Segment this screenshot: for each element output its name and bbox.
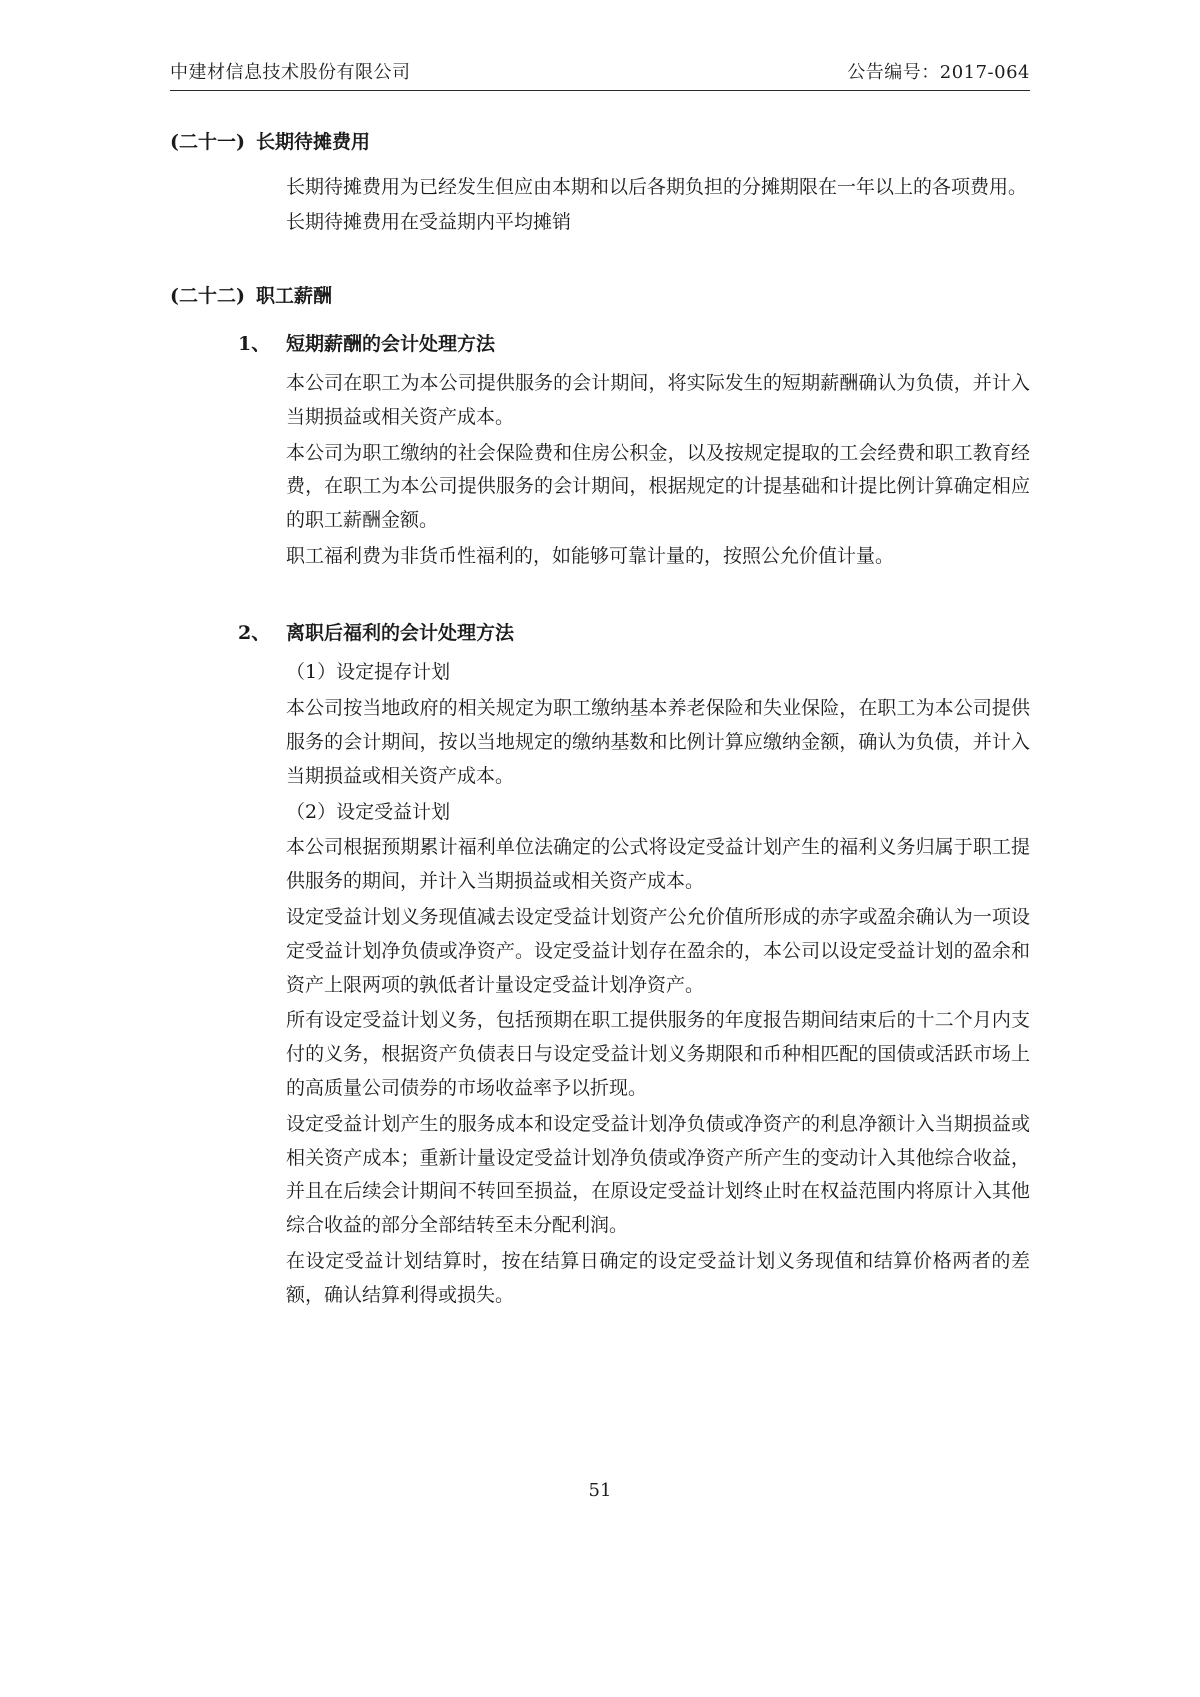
paragraph-21-1: 长期待摊费用为已经发生但应由本期和以后各期负担的分摊期限在一年以上的各项费用。 — [286, 175, 1028, 198]
subsection-heading-1 — [170, 329, 1030, 359]
document-body — [170, 128, 1030, 1315]
section-heading-22 — [170, 282, 1030, 311]
section-title-22: 职工薪酬 — [256, 285, 333, 308]
paragraph-22-2-7: 设定受益计划产生的服务成本和设定受益计划净负债或净资产的利息净额计入当期损益或相关资产成本；重新计量设定受益计划净负债或净资产所产生的变动计入其他综合收益，并且在后续会计期间不转回至损益，在原设定受益计划终止时在权益范围内将原计入其他综合收益的部分全部结转至未分配利润。 — [286, 1112, 1030, 1237]
subsection-heading-2 — [170, 618, 1030, 648]
subsection-number-1: 1、 — [238, 332, 271, 355]
header-divider — [170, 90, 1030, 91]
spacer — [170, 576, 1030, 600]
page-content — [170, 0, 1030, 1697]
paragraph-22-2-1: （1）设定提存计划 — [286, 661, 451, 684]
section-title-21: 长期待摊费用 — [256, 131, 371, 153]
page-header — [170, 58, 1030, 92]
header-announcement-number: 公告编号：2017-064 — [847, 62, 1030, 83]
paragraph-22-2-5: 设定受益计划义务现值减去设定受益计划资产公允价值所形成的赤字或盈余确认为一项设定受益计划净负债或净资产。设定受益计划存在盈余的，本公司以设定受益计划的盈余和资产上限两项的孰低者计量设定受益计划净资产。 — [286, 905, 1030, 996]
paragraph-22-2-3: （2）设定受益计划 — [286, 800, 451, 823]
header-company-name: 中建材信息技术股份有限公司 — [170, 62, 411, 83]
subsection-title-1: 短期薪酬的会计处理方法 — [286, 332, 496, 355]
paragraph-22-2-2: 本公司按当地政府的相关规定为职工缴纳基本养老保险和失业保险，在职工为本公司提供服务的会计期间，按以当地规定的缴纳基数和比例计算应缴纳金额，确认为负债，并计入当期损益或相关资产成本。 — [286, 697, 1030, 787]
paragraph-22-2-6: 所有设定受益计划义务，包括预期在职工提供服务的年度报告期间结束后的十二个月内支付的义务，根据资产负债表日与设定受益计划义务期限和币种相匹配的国债或活跃市场上的高质量公司债券的市场收益率予以折现。 — [286, 1009, 1030, 1100]
section-number-22: (二十二) — [170, 285, 245, 308]
subsection-number-2: 2、 — [238, 621, 271, 644]
paragraph-22-2-4: 本公司根据预期累计福利单位法确定的公式将设定受益计划产生的福利义务归属于职工提供服务的期间，并计入当期损益或相关资产成本。 — [286, 836, 1030, 893]
paragraph-22-1-3: 职工福利费为非货币性福利的，如能够可靠计量的，按照公允价值计量。 — [286, 545, 895, 568]
paragraph-22-1-1: 本公司在职工为本公司提供服务的会计期间，将实际发生的短期薪酬确认为负债，并计入当期损益或相关资产成本。 — [286, 372, 1030, 428]
section-number-21: (二十一) — [170, 131, 245, 153]
section-heading-21 — [170, 128, 1030, 157]
subsection-title-2: 离职后福利的会计处理方法 — [286, 621, 515, 644]
paragraph-22-1-2: 本公司为职工缴纳的社会保险费和住房公积金，以及按规定提取的工会经费和职工教育经费，在职工为本公司提供服务的会计期间，根据规定的计提基础和计提比例计算确定相应的职工薪酬金额。 — [286, 441, 1030, 532]
page-number: 51 — [588, 1480, 612, 1501]
paragraph-21-2: 长期待摊费用在受益期内平均摊销 — [286, 211, 572, 234]
paragraph-22-2-8: 在设定受益计划结算时，按在结算日确定的设定受益计划义务现值和结算价格两者的差额，确认结算利得或损失。 — [286, 1250, 1030, 1306]
